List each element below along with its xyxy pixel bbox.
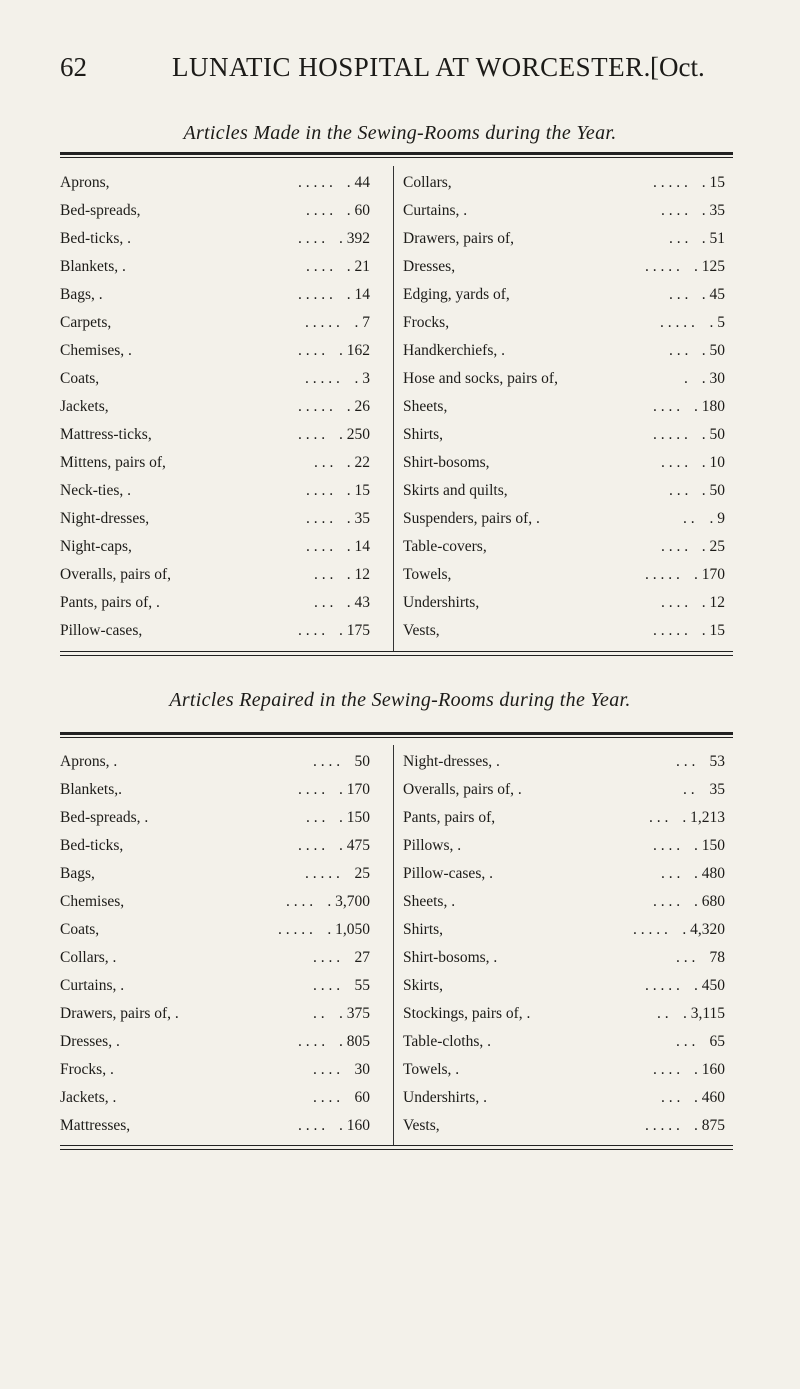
item-label: Handkerchiefs, .: [403, 342, 505, 359]
item-label: Bags,: [60, 865, 95, 882]
repaired-left-row: [60, 805, 370, 831]
leader-dots: . .: [683, 781, 695, 798]
leader-dots: . . .: [669, 230, 689, 247]
made-right-row: [403, 450, 725, 476]
made-left-row: [60, 422, 370, 448]
leader-dots: . . . . .: [645, 258, 680, 275]
repaired-left-row: [60, 749, 370, 775]
made-right-row: [403, 590, 725, 616]
made-right-row: [403, 310, 725, 336]
item-label: Night-dresses,: [60, 510, 150, 527]
item-count: 78: [709, 949, 725, 966]
made-right-row: [403, 198, 725, 224]
repaired-left-row: [60, 1001, 370, 1027]
item-label: Overalls, pairs of,: [60, 566, 172, 583]
repaired-right-row: [403, 889, 725, 915]
leader-dots: . . . .: [661, 538, 689, 555]
item-label: Chemises, .: [60, 342, 132, 359]
leader-dots: . . . .: [298, 426, 326, 443]
item-label: Frocks, .: [60, 1061, 114, 1078]
leader-dots: . . . .: [661, 454, 689, 471]
leader-dots: . . .: [661, 865, 681, 882]
made-left-row: [60, 170, 370, 196]
item-count: 25: [354, 865, 370, 882]
item-count: . 175: [339, 622, 370, 639]
made-table-bottom-rule: [60, 651, 733, 652]
leader-dots: . . .: [676, 1033, 696, 1050]
repaired-right-row: [403, 749, 725, 775]
repaired-table-caption: Articles Repaired in the Sewing-Rooms during the Year.: [169, 689, 631, 711]
leader-dots: . . . . .: [305, 314, 340, 331]
repaired-right-row: [403, 945, 725, 971]
leader-dots: . . . .: [298, 230, 326, 247]
made-left-row: [60, 506, 370, 532]
item-count: 65: [709, 1033, 725, 1050]
item-label: Pillow-cases,: [60, 622, 143, 639]
page-number: 62: [60, 52, 87, 82]
item-count: . 22: [346, 454, 370, 471]
leader-dots: . . . .: [313, 949, 341, 966]
item-count: . 15: [346, 482, 370, 499]
item-label: Table-covers,: [403, 538, 487, 555]
item-count: . 7: [354, 314, 370, 331]
made-left-row: [60, 450, 370, 476]
item-count: 55: [354, 977, 370, 994]
item-label: Vests,: [403, 1117, 440, 1134]
repaired-table-bottom-rule: [60, 1145, 733, 1146]
item-label: Bed-spreads,: [60, 202, 141, 219]
item-label: Frocks,: [403, 314, 450, 331]
leader-dots: . . . .: [306, 482, 334, 499]
item-label: Pants, pairs of, .: [60, 594, 160, 611]
repaired-left-row: [60, 1029, 370, 1055]
leader-dots: . . . . .: [633, 921, 668, 938]
item-count: . 150: [339, 809, 370, 826]
leader-dots: . . .: [676, 753, 696, 770]
repaired-right-row: [403, 1001, 725, 1027]
item-count: . 50: [701, 342, 725, 359]
repaired-right-row: [403, 1029, 725, 1055]
item-label: Dresses,: [403, 258, 456, 275]
item-count: . 480: [694, 865, 725, 882]
item-count: . 9: [709, 510, 725, 527]
leader-dots: . . . . .: [653, 426, 688, 443]
item-count: . 10: [701, 454, 725, 471]
item-label: Bed-ticks, .: [60, 230, 132, 247]
item-count: . 125: [694, 258, 725, 275]
leader-dots: . . . . .: [305, 865, 340, 882]
item-label: Sheets, .: [403, 893, 456, 910]
item-label: Neck-ties, .: [60, 482, 132, 499]
item-label: Shirt-bosoms,: [403, 454, 490, 471]
item-label: Bed-spreads, .: [60, 809, 149, 826]
item-label: Pillows, .: [403, 837, 462, 854]
item-count: . 1,050: [327, 921, 370, 938]
leader-dots: . . . .: [298, 837, 326, 854]
leader-dots: . . . .: [298, 622, 326, 639]
running-head: LUNATIC HOSPITAL AT WORCESTER.: [172, 52, 651, 82]
item-count: 50: [354, 753, 370, 770]
leader-dots: . . . . .: [298, 398, 333, 415]
repaired-right-row: [403, 973, 725, 999]
item-label: Shirts,: [403, 921, 444, 938]
item-count: . 3: [354, 370, 370, 387]
item-label: Coats,: [60, 921, 100, 938]
item-count: 27: [354, 949, 370, 966]
leader-dots: . . .: [676, 949, 696, 966]
item-label: Collars, .: [60, 949, 117, 966]
leader-dots: . . . . .: [298, 174, 333, 191]
item-count: . 43: [346, 594, 370, 611]
made-right-row: [403, 618, 725, 644]
item-label: Blankets,.: [60, 781, 122, 798]
leader-dots: . . . .: [653, 837, 681, 854]
made-left-row: [60, 198, 370, 224]
item-count: . 805: [339, 1033, 370, 1050]
item-label: Hose and socks, pairs of,: [403, 370, 558, 387]
repaired-table-top-rule: [60, 732, 733, 735]
repaired-table-top-rule-thin: [60, 737, 733, 738]
leader-dots: . . .: [669, 482, 689, 499]
leader-dots: . . . . .: [305, 370, 340, 387]
item-count: . 5: [709, 314, 725, 331]
item-count: . 35: [346, 510, 370, 527]
repaired-left-row: [60, 1085, 370, 1111]
item-label: Drawers, pairs of, .: [60, 1005, 179, 1022]
made-right-row: [403, 394, 725, 420]
leader-dots: . . . .: [298, 342, 326, 359]
item-label: Mattresses,: [60, 1117, 131, 1134]
repaired-left-row: [60, 777, 370, 803]
repaired-right-row: [403, 833, 725, 859]
item-count: . 180: [694, 398, 725, 415]
made-right-row: [403, 338, 725, 364]
item-count: . 160: [339, 1117, 370, 1134]
leader-dots: . . . . .: [298, 286, 333, 303]
leader-dots: . . . . .: [645, 566, 680, 583]
repaired-table-bottom-rule-thin: [60, 1149, 733, 1150]
leader-dots: . . . .: [661, 202, 689, 219]
item-count: . 44: [346, 174, 370, 191]
leader-dots: . . . .: [313, 1089, 341, 1106]
leader-dots: . . . .: [306, 538, 334, 555]
made-left-row: [60, 310, 370, 336]
made-table-bottom-rule-thin: [60, 655, 733, 656]
item-count: . 50: [701, 482, 725, 499]
made-right-row: [403, 170, 725, 196]
leader-dots: . . . .: [298, 781, 326, 798]
repaired-left-row: [60, 833, 370, 859]
item-count: . 4,320: [682, 921, 725, 938]
item-label: Stockings, pairs of, .: [403, 1005, 531, 1022]
item-label: Shirt-bosoms, .: [403, 949, 498, 966]
made-right-row: [403, 254, 725, 280]
leader-dots: . .: [657, 1005, 669, 1022]
leader-dots: . . . .: [661, 594, 689, 611]
made-right-row: [403, 226, 725, 252]
repaired-right-row: [403, 917, 725, 943]
made-table-caption: Articles Made in the Sewing-Rooms during the Year.: [183, 122, 617, 144]
item-label: Overalls, pairs of, .: [403, 781, 522, 798]
item-label: Skirts,: [403, 977, 444, 994]
item-count: . 14: [346, 538, 370, 555]
made-left-row: [60, 394, 370, 420]
leader-dots: . . . .: [286, 893, 314, 910]
made-left-row: [60, 562, 370, 588]
item-count: . 160: [694, 1061, 725, 1078]
item-label: Dresses, .: [60, 1033, 120, 1050]
made-left-row: [60, 282, 370, 308]
leader-dots: . . . .: [313, 977, 341, 994]
repaired-left-row: [60, 1113, 370, 1139]
item-count: . 51: [701, 230, 725, 247]
item-label: Chemises,: [60, 893, 125, 910]
item-label: Bags, .: [60, 286, 103, 303]
item-label: Night-dresses, .: [403, 753, 500, 770]
leader-dots: . .: [683, 510, 695, 527]
item-label: Vests,: [403, 622, 440, 639]
leader-dots: . . . . .: [660, 314, 695, 331]
repaired-table-divider: [393, 745, 394, 1145]
item-label: Aprons,: [60, 174, 110, 191]
leader-dots: . . .: [669, 286, 689, 303]
item-count: . 25: [701, 538, 725, 555]
item-count: . 170: [339, 781, 370, 798]
item-count: . 12: [701, 594, 725, 611]
made-table-divider: [393, 166, 394, 651]
item-label: Collars,: [403, 174, 452, 191]
repaired-left-row: [60, 917, 370, 943]
made-left-row: [60, 618, 370, 644]
leader-dots: .: [684, 370, 688, 387]
item-label: Pillow-cases, .: [403, 865, 493, 882]
item-count: . 680: [694, 893, 725, 910]
leader-dots: . . . .: [298, 1033, 326, 1050]
item-label: Mittens, pairs of,: [60, 454, 166, 471]
repaired-right-row: [403, 805, 725, 831]
item-count: . 3,115: [682, 1005, 725, 1022]
item-label: Sheets,: [403, 398, 448, 415]
item-label: Towels, .: [403, 1061, 460, 1078]
item-count: . 15: [701, 174, 725, 191]
leader-dots: . . .: [306, 809, 326, 826]
leader-dots: . . . .: [653, 398, 681, 415]
item-label: Undershirts,: [403, 594, 480, 611]
item-count: . 475: [339, 837, 370, 854]
item-count: . 35: [701, 202, 725, 219]
item-label: Aprons, .: [60, 753, 118, 770]
made-table-top-rule-thin: [60, 157, 733, 158]
item-label: Carpets,: [60, 314, 112, 331]
repaired-right-row: [403, 1057, 725, 1083]
made-right-row: [403, 562, 725, 588]
item-count: . 1,213: [682, 809, 725, 826]
repaired-right-row: [403, 861, 725, 887]
item-count: . 21: [346, 258, 370, 275]
item-label: Jackets,: [60, 398, 109, 415]
item-label: Edging, yards of,: [403, 286, 510, 303]
item-label: Skirts and quilts,: [403, 482, 508, 499]
leader-dots: . . . .: [306, 510, 334, 527]
made-left-row: [60, 254, 370, 280]
leader-dots: . . . . .: [278, 921, 313, 938]
item-count: 53: [709, 753, 725, 770]
repaired-left-row: [60, 973, 370, 999]
item-count: . 250: [339, 426, 370, 443]
item-count: . 375: [339, 1005, 370, 1022]
leader-dots: . . .: [661, 1089, 681, 1106]
item-count: 35: [709, 781, 725, 798]
leader-dots: . . . . .: [645, 977, 680, 994]
leader-dots: . . . . .: [653, 174, 688, 191]
item-count: . 162: [339, 342, 370, 359]
made-right-row: [403, 478, 725, 504]
item-count: . 150: [694, 837, 725, 854]
item-count: . 60: [346, 202, 370, 219]
leader-dots: . .: [313, 1005, 325, 1022]
leader-dots: . . . .: [306, 202, 334, 219]
made-left-row: [60, 478, 370, 504]
item-count: . 50: [701, 426, 725, 443]
made-left-row: [60, 366, 370, 392]
repaired-table: [60, 745, 733, 1145]
leader-dots: . . . .: [653, 1061, 681, 1078]
made-table: [60, 166, 733, 651]
leader-dots: . . . . .: [645, 1117, 680, 1134]
repaired-right-row: [403, 777, 725, 803]
item-label: Curtains, .: [403, 202, 468, 219]
repaired-left-row: [60, 861, 370, 887]
repaired-right-row: [403, 1085, 725, 1111]
made-right-row: [403, 534, 725, 560]
item-label: Shirts,: [403, 426, 444, 443]
item-count: 60: [354, 1089, 370, 1106]
made-left-row: [60, 226, 370, 252]
item-count: . 875: [694, 1117, 725, 1134]
leader-dots: . . . . .: [653, 622, 688, 639]
made-right-row: [403, 422, 725, 448]
item-label: Suspenders, pairs of, .: [403, 510, 540, 527]
leader-dots: . . . .: [306, 258, 334, 275]
item-label: Drawers, pairs of,: [403, 230, 515, 247]
item-count: . 15: [701, 622, 725, 639]
item-count: . 30: [701, 370, 725, 387]
leader-dots: . . . .: [298, 1117, 326, 1134]
item-count: . 3,700: [327, 893, 370, 910]
made-left-row: [60, 534, 370, 560]
page-header: [0, 52, 800, 92]
item-label: Curtains, .: [60, 977, 125, 994]
made-left-row: [60, 590, 370, 616]
issue-label: [Oct.: [650, 52, 705, 82]
item-label: Blankets, .: [60, 258, 126, 275]
item-label: Pants, pairs of,: [403, 809, 496, 826]
leader-dots: . . . .: [313, 753, 341, 770]
item-label: Jackets, .: [60, 1089, 117, 1106]
item-label: Table-cloths, .: [403, 1033, 492, 1050]
item-count: . 450: [694, 977, 725, 994]
leader-dots: . . .: [314, 566, 334, 583]
item-label: Coats,: [60, 370, 100, 387]
made-right-row: [403, 282, 725, 308]
leader-dots: . . .: [649, 809, 669, 826]
item-count: . 14: [346, 286, 370, 303]
leader-dots: . . . .: [313, 1061, 341, 1078]
made-table-top-rule: [60, 152, 733, 155]
item-count: . 26: [346, 398, 370, 415]
leader-dots: . . .: [314, 594, 334, 611]
item-label: Night-caps,: [60, 538, 132, 555]
item-label: Bed-ticks,: [60, 837, 124, 854]
item-count: . 12: [346, 566, 370, 583]
leader-dots: . . .: [314, 454, 334, 471]
repaired-left-row: [60, 889, 370, 915]
repaired-right-row: [403, 1113, 725, 1139]
item-count: . 45: [701, 286, 725, 303]
item-label: Towels,: [403, 566, 452, 583]
made-right-row: [403, 506, 725, 532]
made-right-row: [403, 366, 725, 392]
made-left-row: [60, 338, 370, 364]
item-label: Mattress-ticks,: [60, 426, 152, 443]
item-count: . 170: [694, 566, 725, 583]
item-count: . 392: [339, 230, 370, 247]
item-count: . 460: [694, 1089, 725, 1106]
repaired-left-row: [60, 1057, 370, 1083]
leader-dots: . . . .: [653, 893, 681, 910]
repaired-left-row: [60, 945, 370, 971]
item-label: Undershirts, .: [403, 1089, 487, 1106]
item-count: 30: [354, 1061, 370, 1078]
leader-dots: . . .: [669, 342, 689, 359]
